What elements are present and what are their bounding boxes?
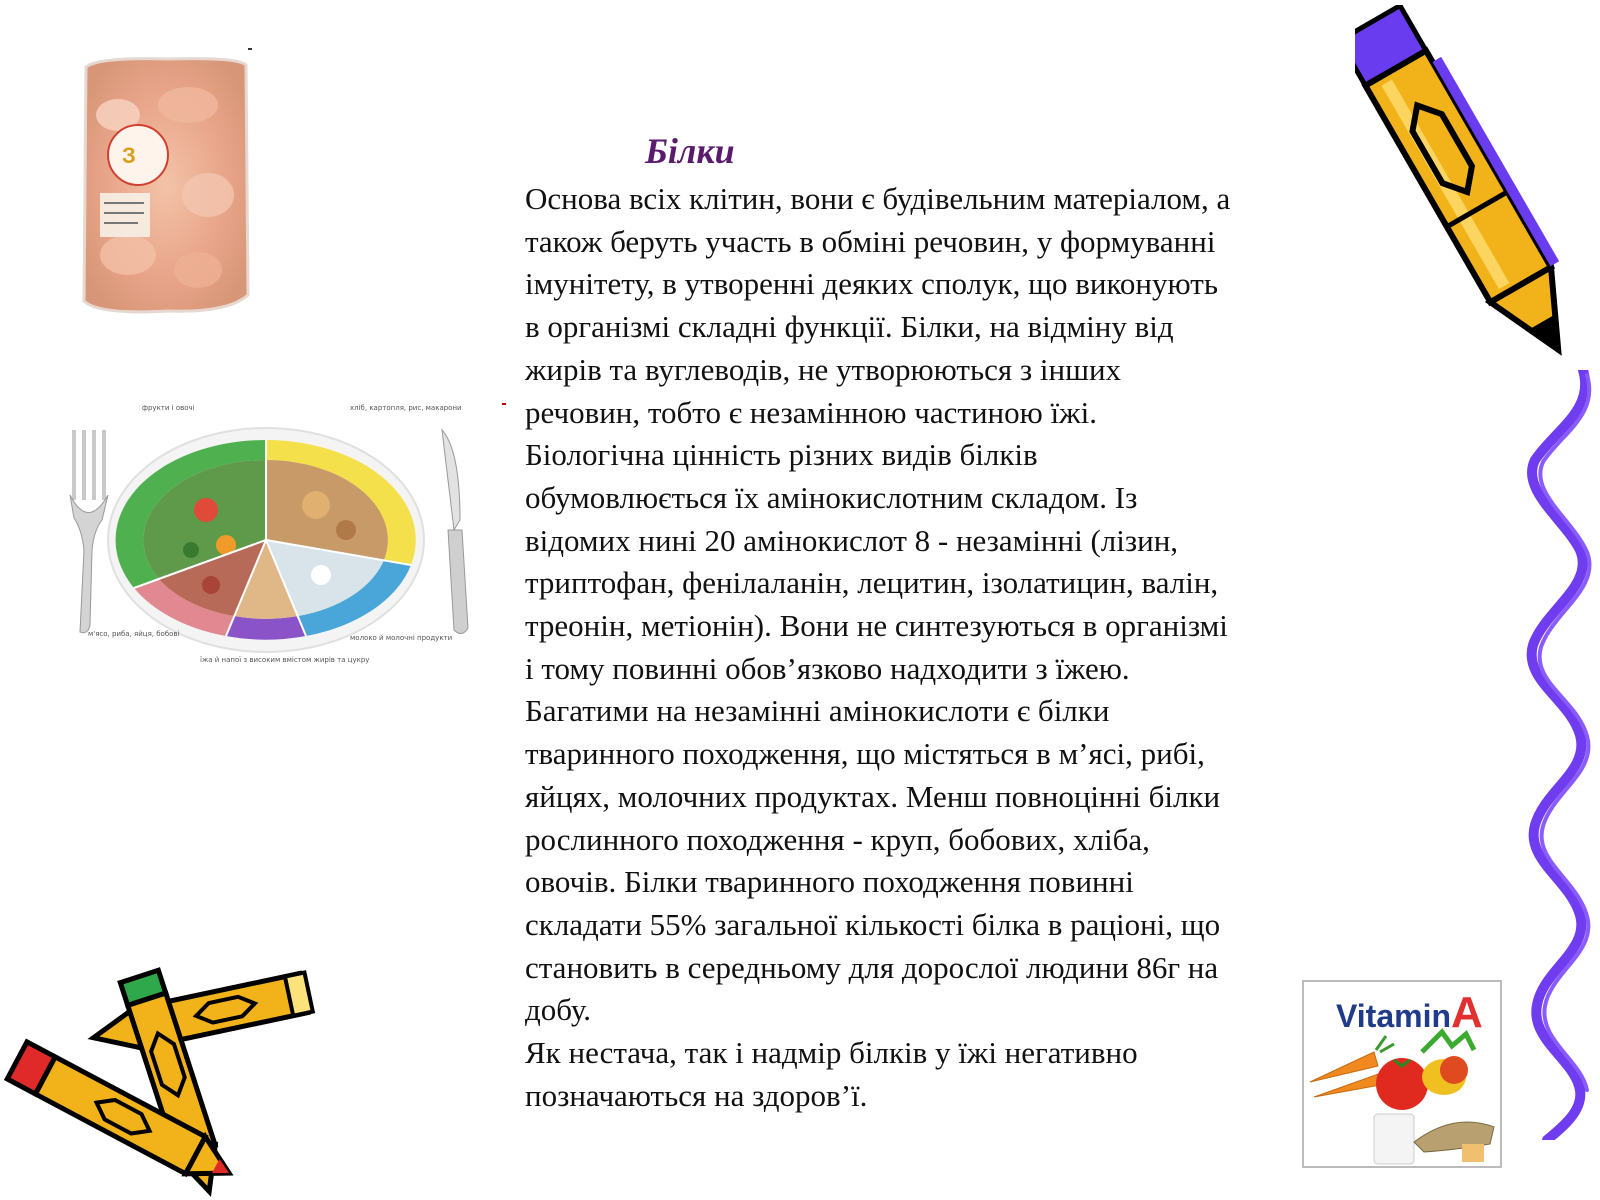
vitamin-word: Vitamin — [1336, 998, 1451, 1034]
text-line: складати 55% загальної кількості білка в раціоні, що — [525, 906, 1221, 942]
text-line: триптофан, фенілаланін, лецитин, ізолатицин, валін, — [525, 565, 1219, 601]
svg-text:З: З — [122, 143, 136, 168]
food-plate-image — [50, 400, 510, 700]
pencils-icon — [0, 960, 330, 1200]
plate-label-meat: м'ясо, риба, яйця, бобові — [88, 630, 180, 638]
pencil-icon — [1355, 5, 1570, 390]
text-line: обумовлюється їх амінокислотним складом. Із — [525, 479, 1138, 515]
plate-label-fats: їжа й напої з високим вмістом жирів та цукру — [200, 656, 370, 664]
text-line: також беруть участь в обміні речовин, у формуванні — [525, 223, 1216, 259]
text-line: становить в середньому для дорослої людини 86г на — [525, 949, 1219, 985]
text-line: Багатими на незамінні амінокислоти є білки — [525, 693, 1110, 729]
squiggle-border — [1525, 370, 1600, 1140]
text-line: добу. — [525, 992, 592, 1028]
text-line: Основа всіх клітин, вони є будівельним матеріалом, а — [525, 181, 1231, 216]
text-line: яйцях, молочних продуктах. Менш повноцінні білки — [525, 778, 1221, 814]
text-line: і тому повинні обов’язково надходити з їжею. — [525, 650, 1130, 686]
text-line: позначаються на здоров’ї. — [525, 1077, 868, 1113]
vitamin-letter: A — [1451, 988, 1483, 1037]
text-line: в організмі складні функції. Білки, на відміну від — [525, 309, 1174, 345]
text-line: тваринного походження, що містяться в м’ясі, рибі, — [525, 736, 1205, 772]
slide-body-text — [525, 178, 1355, 1117]
text-line: треонін, метіонін). Вони не синтезуються в організмі — [525, 608, 1228, 644]
decor-dash — [248, 48, 252, 50]
text-line: рослинного походження - круп, бобових, хліба, — [525, 821, 1150, 857]
vitamin-a-image — [1302, 980, 1502, 1168]
knife-icon — [442, 430, 468, 634]
text-line: речовин, тобто є незамінною частиною їжі. — [525, 394, 1097, 430]
text-line: імунітету, в утворенні деяких сполук, що виконують — [525, 266, 1218, 302]
text-line: жирів та вуглеводів, не утворюються з інших — [525, 351, 1122, 387]
plate-label-bread: хліб, картопля, рис, макарони — [350, 404, 462, 412]
text-line: відомих нині 20 амінокислот 8 - незамінні (лізин, — [525, 522, 1179, 558]
fork-icon — [70, 430, 108, 633]
plate-label-dairy: молоко й молочні продукти — [350, 634, 453, 642]
text-line: овочів. Білки тваринного походження повинні — [525, 864, 1134, 900]
plate-label-fruits: фрукти і овочі — [142, 404, 195, 412]
slide-title: Білки — [645, 131, 735, 171]
vitamin-foods-icon — [1304, 1022, 1500, 1166]
meat-package-image — [78, 55, 250, 317]
text-line: Біологічна цінність різних видів білків — [525, 437, 1038, 473]
text-line: Як нестача, так і надмір білків у їжі негативно — [525, 1035, 1138, 1071]
